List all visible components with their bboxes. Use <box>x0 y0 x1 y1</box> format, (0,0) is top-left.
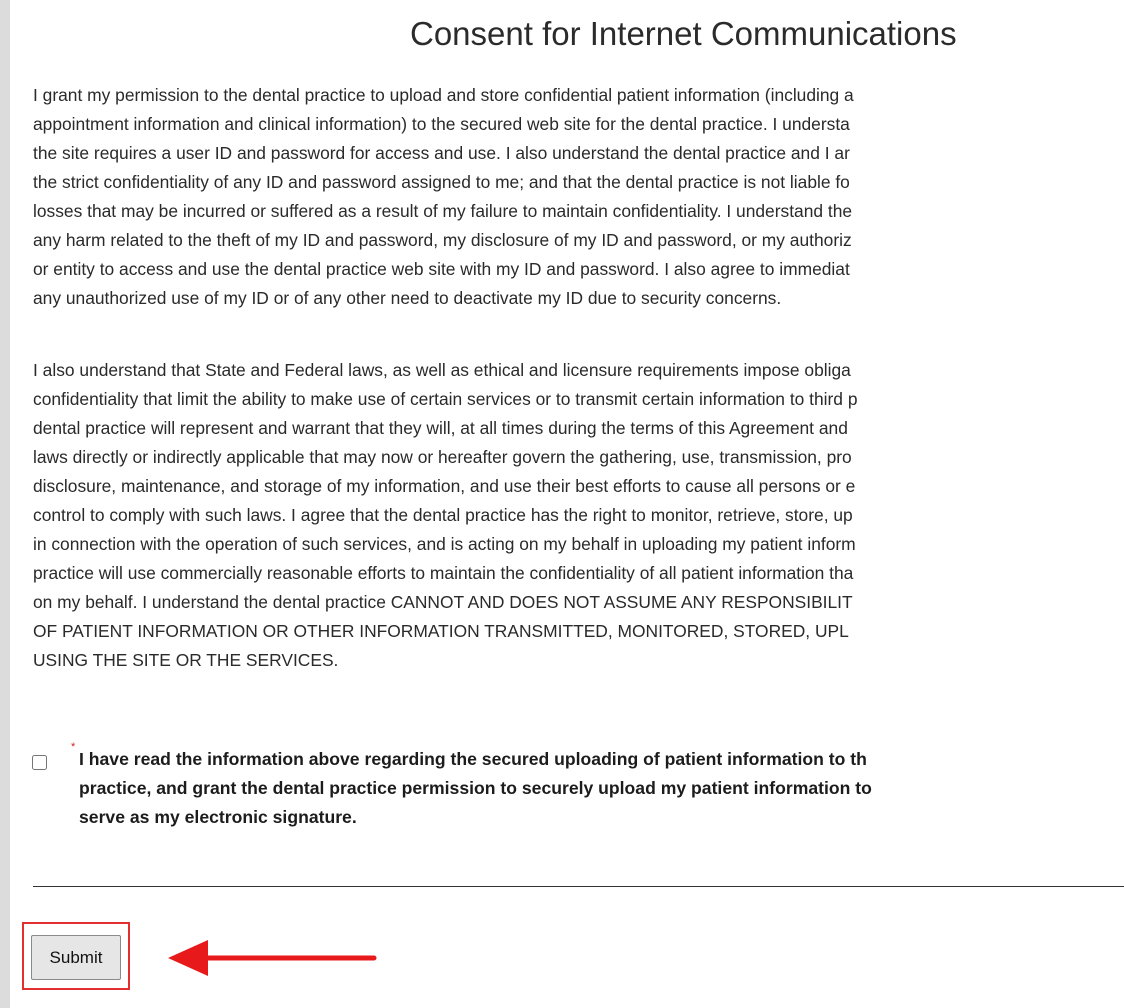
paragraph-line: practice will use commercially reasonable efforts to maintain the confidentiality of all patient information tha <box>33 563 854 583</box>
consent-paragraph-2 <box>33 356 1124 675</box>
submit-button[interactable]: Submit <box>31 935 121 980</box>
consent-label-line: practice, and grant the dental practice permission to securely upload my patient information to <box>79 778 872 798</box>
paragraph-line: laws directly or indirectly applicable that may now or hereafter govern the gathering, use, transmission, pro <box>33 447 852 467</box>
paragraph-line: I grant my permission to the dental practice to upload and store confidential patient information (including a <box>33 85 854 105</box>
required-marker: * <box>71 741 76 753</box>
paragraph-line: in connection with the operation of such services, and is acting on my behalf in uploading my patient inform <box>33 534 856 554</box>
paragraph-line: I also understand that State and Federal laws, as well as ethical and licensure requirements impose obliga <box>33 360 851 380</box>
paragraph-line: dental practice will represent and warrant that they will, at all times during the terms of this Agreement and <box>33 418 848 438</box>
paragraph-line: control to comply with such laws. I agree that the dental practice has the right to monitor, retrieve, store, up <box>33 505 853 525</box>
pointer-arrow-icon <box>164 936 378 980</box>
paragraph-line: OF PATIENT INFORMATION OR OTHER INFORMATION TRANSMITTED, MONITORED, STORED, UPL <box>33 621 849 641</box>
consent-label-line: serve as my electronic signature. <box>79 807 357 827</box>
consent-checkbox[interactable] <box>32 755 47 770</box>
paragraph-line: USING THE SITE OR THE SERVICES. <box>33 650 339 670</box>
paragraph-line: on my behalf. I understand the dental practice CANNOT AND DOES NOT ASSUME ANY RESPONSIBILIT <box>33 592 853 612</box>
paragraph-line: appointment information and clinical information) to the secured web site for the dental practice. I understa <box>33 114 850 134</box>
paragraph-line: the site requires a user ID and password for access and use. I also understand the dental practice and I ar <box>33 143 850 163</box>
paragraph-line: the strict confidentiality of any ID and password assigned to me; and that the dental practice is not liable fo <box>33 172 850 192</box>
paragraph-line: any unauthorized use of my ID or of any other need to deactivate my ID due to security concerns. <box>33 288 782 308</box>
paragraph-line: confidentiality that limit the ability to make use of certain services or to transmit certain information to third p <box>33 389 858 409</box>
paragraph-line: any harm related to the theft of my ID and password, my disclosure of my ID and password, or my authoriz <box>33 230 852 250</box>
consent-label-line: I have read the information above regarding the secured uploading of patient information to th <box>79 749 867 769</box>
page-title: Consent for Internet Communications <box>410 15 957 52</box>
form-divider <box>33 886 1124 887</box>
consent-checkbox-label[interactable] <box>79 745 1124 832</box>
paragraph-line: losses that may be incurred or suffered as a result of my failure to maintain confidentiality. I understand the <box>33 201 853 221</box>
paragraph-line: or entity to access and use the dental practice web site with my ID and password. I also agree to immediat <box>33 259 850 279</box>
paragraph-line: disclosure, maintenance, and storage of my information, and use their best efforts to cause all persons or e <box>33 476 856 496</box>
left-gutter <box>0 0 10 1008</box>
consent-paragraph-1 <box>33 81 1124 313</box>
